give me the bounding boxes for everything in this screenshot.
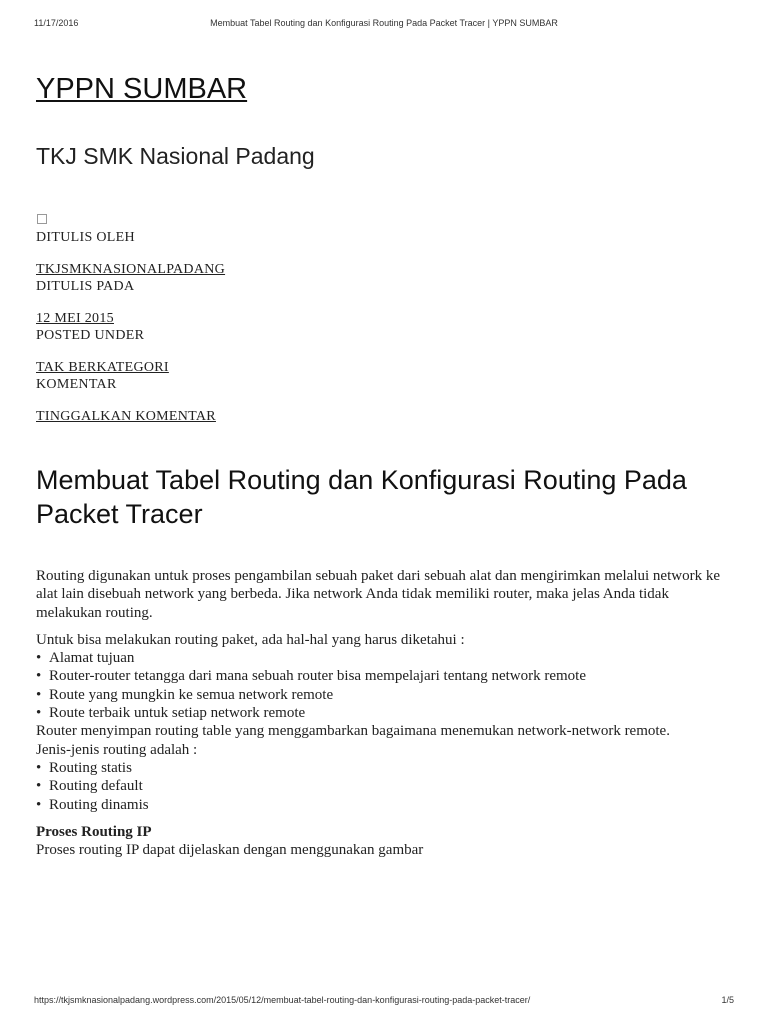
list-item: • Route terbaik untuk setiap network remote xyxy=(36,704,732,722)
print-header xyxy=(34,18,734,32)
need-to-know-intro: Untuk bisa melakukan routing paket, ada hal-hal yang harus diketahui : xyxy=(36,631,465,648)
image-placeholder-icon xyxy=(37,214,47,224)
print-url: https://tkjsmknasionalpadang.wordpress.com/2015/05/12/membuat-tabel-routing-dan-konfigurasi-routing-pada-packet-tracer/ xyxy=(34,995,531,1005)
site-tagline: TKJ SMK Nasional Padang xyxy=(36,143,315,169)
category-link[interactable]: TAK BERKATEGORI xyxy=(36,360,169,375)
section-paragraph: Proses routing IP dapat dijelaskan dengan menggunakan gambar xyxy=(36,842,424,859)
posted-under-label: POSTED UNDER xyxy=(36,328,145,343)
leave-comment-link[interactable]: TINGGALKAN KOMENTAR xyxy=(36,409,216,424)
intro-paragraph: Routing digunakan untuk proses pengambilan sebuah paket dari sebuah alat dan mengirimkan melalui network ke alat lain disebuah network yang berbeda. Jika network Anda tidak memiliki router, maka jelas Anda tidak melakukan routing. xyxy=(36,568,720,621)
list-item: • Routing dinamis xyxy=(36,796,732,814)
post-date-link[interactable]: 12 MEI 2015 xyxy=(36,311,114,326)
need-to-know-list xyxy=(36,649,732,722)
site-title-link[interactable]: YPPN SUMBAR xyxy=(36,73,248,105)
routing-table-paragraph: Router menyimpan routing table yang menggambarkan bagaimana menemukan network-network remote. xyxy=(36,723,670,740)
print-footer xyxy=(34,995,734,1009)
list-item: • Routing default xyxy=(36,777,732,795)
page-number: 1/5 xyxy=(721,995,734,1005)
list-item: • Router-router tetangga dari mana sebuah router bisa mempelajari tentang network remote xyxy=(36,667,732,685)
print-document-title: Membuat Tabel Routing dan Konfigurasi Routing Pada Packet Tracer | YPPN SUMBAR xyxy=(210,18,558,28)
section-subheading: Proses Routing IP xyxy=(36,823,152,840)
written-by-label: DITULIS OLEH xyxy=(36,230,135,245)
routing-types-intro: Jenis-jenis routing adalah : xyxy=(36,741,198,758)
article-title: Membuat Tabel Routing dan Konfigurasi Routing Pada Packet Tracer xyxy=(36,465,687,529)
comments-label: KOMENTAR xyxy=(36,377,117,392)
post-meta xyxy=(36,214,732,425)
written-on-label: DITULIS PADA xyxy=(36,279,135,294)
page-content xyxy=(36,70,732,859)
list-item: • Routing statis xyxy=(36,759,732,777)
routing-types-list xyxy=(36,759,732,814)
print-date: 11/17/2016 xyxy=(34,18,79,28)
list-item: • Route yang mungkin ke semua network remote xyxy=(36,686,732,704)
author-link[interactable]: TKJSMKNASIONALPADANG xyxy=(36,262,226,277)
article-body xyxy=(36,567,732,859)
list-item: • Alamat tujuan xyxy=(36,649,732,667)
